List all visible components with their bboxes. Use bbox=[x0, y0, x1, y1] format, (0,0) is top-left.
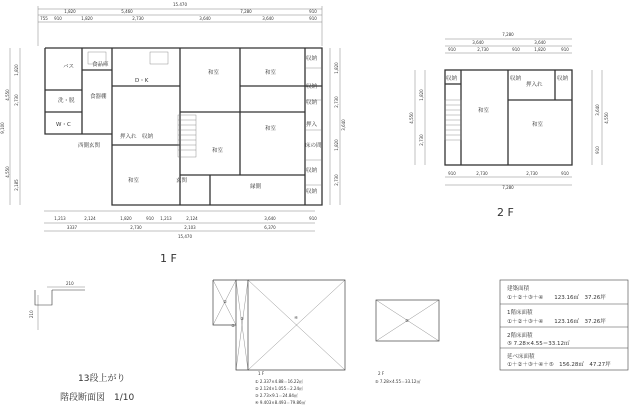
area-calc-1f-line: ④ 9.403×8.493＝79.86㎡ bbox=[255, 400, 306, 405]
first-floor-bottom-dim: 3,640 bbox=[264, 216, 276, 221]
first-floor-top-dim: 2,730 bbox=[132, 16, 144, 21]
first-floor-top-dim: 7,280 bbox=[240, 9, 252, 14]
second-floor-top-dim: 910 bbox=[448, 47, 456, 52]
area-calc-2f-line: ⑤ 7.28×4.55＝33.12㎡ bbox=[375, 379, 421, 384]
room-engawa-label: 縁側 bbox=[250, 184, 262, 190]
first-floor-bottom-dim: 1,820 bbox=[120, 216, 132, 221]
first-floor-top-dim: 1,820 bbox=[64, 9, 76, 14]
second-floor-top-total: 7,280 bbox=[502, 32, 514, 37]
area-mark-2: ② bbox=[231, 323, 235, 328]
stair-width-dim: 210 bbox=[66, 281, 74, 286]
second-floor-bottom-dim: 2,730 bbox=[526, 171, 538, 176]
room-wall-closet-label: 収納 bbox=[306, 168, 318, 174]
first-floor-left-dim: 2,730 bbox=[14, 94, 19, 106]
summary-total-line: ①＋②＋③＋④＋⑤ 156.28㎡ 47.27坪 bbox=[507, 362, 611, 368]
first-floor-bottom-dim: 2,730 bbox=[130, 225, 142, 230]
first-floor-bottom-dim: 6,370 bbox=[264, 225, 276, 230]
room-closet-label: 押入れ bbox=[120, 134, 137, 140]
room-bath-label: バス bbox=[63, 64, 75, 70]
first-floor-bottom-dim: 910 bbox=[309, 216, 317, 221]
room-dining-label: 食器棚 bbox=[90, 94, 107, 100]
first-floor-right-dim: 3,640 bbox=[341, 119, 346, 131]
first-floor-top-dim: 755 bbox=[40, 16, 48, 21]
room-washitsu-label: 和室 bbox=[265, 126, 277, 132]
second-floor-oshiire-label: 押入れ bbox=[526, 82, 543, 88]
first-floor-top-dim: 3,640 bbox=[262, 16, 274, 21]
first-floor-top-total: 15.470 bbox=[173, 2, 187, 7]
first-floor-dimensions bbox=[10, 6, 340, 231]
stair-height-dim: 210 bbox=[29, 310, 34, 318]
second-floor-top-dim: 1,820 bbox=[534, 47, 546, 52]
room-washroom-label: 洗・脱 bbox=[58, 98, 75, 104]
first-floor-right-dim: 2,730 bbox=[334, 174, 339, 186]
room-pantry-label: 食品庫 bbox=[92, 62, 109, 68]
second-floor-bottom-dim: 910 bbox=[448, 171, 456, 176]
second-floor-top-dim: 3,640 bbox=[534, 40, 546, 45]
area-mark-3: ③ bbox=[240, 316, 244, 321]
first-floor-right-dim: 2,730 bbox=[334, 96, 339, 108]
first-floor-bottom-total: 15,470 bbox=[178, 234, 192, 239]
second-floor-storage-label: 収納 bbox=[446, 76, 458, 82]
second-floor-right-dim: 4,550 bbox=[604, 112, 609, 124]
summary-building-area-line: ①＋②＋③＋④ 123.16㎡ 37.26坪 bbox=[507, 295, 606, 301]
second-floor-top-dim: 910 bbox=[512, 47, 520, 52]
first-floor-bottom-dim: 2,103 bbox=[184, 225, 196, 230]
second-floor-top-dim: 3,640 bbox=[472, 40, 484, 45]
first-floor-top-dim: 910 bbox=[309, 9, 317, 14]
area-calc-1f-line: ③ 2.73×9.1＝24.84㎡ bbox=[255, 393, 298, 398]
second-floor-bottom-total: 7,280 bbox=[502, 185, 514, 190]
stair-section-lines bbox=[35, 287, 85, 330]
first-floor-bottom-dim: 2,124 bbox=[84, 216, 96, 221]
first-floor-left-dim: 4,550 bbox=[5, 89, 10, 101]
room-wall-closet-label: 収納 bbox=[306, 84, 318, 90]
second-floor-right-dim: 3,640 bbox=[595, 104, 600, 116]
second-floor-stair bbox=[445, 100, 461, 140]
room-dk-label: D・K bbox=[135, 78, 149, 84]
first-floor-left-dim: 2,185 bbox=[14, 179, 19, 191]
room-washitsu-label: 和室 bbox=[208, 70, 220, 76]
first-floor-top-dim: 5,460 bbox=[121, 9, 133, 14]
second-floor-washitsu-label: 和室 bbox=[532, 122, 544, 128]
summary-f2-area-line: ⑤ 7.28×4.55＝33.12㎡ bbox=[507, 341, 570, 347]
summary-building-area-title: 建築面積 bbox=[507, 286, 530, 292]
second-floor-label: 2 F bbox=[497, 206, 514, 219]
first-floor-left-dim: 9,100 bbox=[0, 122, 5, 134]
second-floor-washitsu-label: 和室 bbox=[478, 108, 490, 114]
room-wc-label: W・C bbox=[56, 122, 71, 128]
summary-total-title: 延べ床面積 bbox=[507, 354, 535, 360]
area-calc-1f-line: ② 2.124×1.055＝2.24㎡ bbox=[255, 386, 304, 391]
room-oshiire-label: 押入 bbox=[306, 122, 318, 128]
room-wall-closet-label: 収納 bbox=[306, 56, 318, 62]
room-western-entry-label: 西側玄関 bbox=[78, 143, 101, 149]
room-washitsu-label: 和室 bbox=[212, 148, 224, 154]
second-floor-top-dim: 2,730 bbox=[477, 47, 489, 52]
second-floor-storage-label: 収納 bbox=[510, 76, 522, 82]
area-mark-5: ⑤ bbox=[405, 318, 409, 323]
second-floor-left-dim: 2,730 bbox=[419, 134, 424, 146]
second-floor-walls bbox=[445, 70, 572, 165]
first-floor-top-dim: 3,640 bbox=[199, 16, 211, 21]
first-floor-top-dim: 910 bbox=[309, 16, 317, 21]
first-floor-right-dim: 1,820 bbox=[334, 139, 339, 151]
room-washitsu-label: 和室 bbox=[128, 178, 140, 184]
first-floor-bottom-dim: 1,213 bbox=[54, 216, 66, 221]
first-floor-bottom-dim: 2,124 bbox=[186, 216, 198, 221]
second-floor-bottom-dim: 2,730 bbox=[476, 171, 488, 176]
second-floor-left-dim: 4,550 bbox=[409, 112, 414, 124]
first-floor-thin-lines bbox=[88, 52, 322, 185]
area-calc-2f-label: 2 F bbox=[378, 371, 385, 376]
room-entrance-label: 玄関 bbox=[176, 178, 188, 184]
first-floor-left-dim: 4,550 bbox=[5, 166, 10, 178]
summary-f1-area-line: ①＋②＋③＋④ 123.16㎡ 37.26坪 bbox=[507, 319, 606, 325]
second-floor-left-dim: 1,820 bbox=[419, 89, 424, 101]
first-floor-label: 1 F bbox=[160, 252, 177, 265]
second-floor-storage-label: 収納 bbox=[557, 76, 569, 82]
first-floor-left-dim: 1,820 bbox=[14, 64, 19, 76]
stair-title: 階段断面図 1/10 bbox=[60, 393, 135, 403]
room-wall-closet-label: 収納 bbox=[306, 100, 318, 106]
stair-caption: 13段上がり bbox=[78, 374, 126, 384]
first-floor-bottom-dim: 3337 bbox=[66, 225, 78, 230]
area-calc-1f-line: ① 2.337×4.88＝16.22㎡ bbox=[255, 379, 304, 384]
room-storage-label: 収納 bbox=[142, 134, 154, 140]
room-wall-closet-label: 収納 bbox=[306, 189, 318, 195]
second-floor-right-dim: 910 bbox=[595, 146, 600, 154]
area-mark-1: ① bbox=[223, 299, 227, 304]
first-floor-top-dim: 1,820 bbox=[81, 16, 93, 21]
first-floor-bottom-dim: 910 bbox=[146, 216, 154, 221]
first-floor-bottom-dim: 1,213 bbox=[160, 216, 172, 221]
first-floor-top-dim: 910 bbox=[54, 16, 62, 21]
first-floor-right-dim: 1,820 bbox=[334, 62, 339, 74]
second-floor-top-dim: 910 bbox=[561, 47, 569, 52]
summary-f2-area-title: 2階床面積 bbox=[507, 333, 533, 339]
summary-f1-area-title: 1階床面積 bbox=[507, 310, 533, 316]
room-washitsu-label: 和室 bbox=[265, 70, 277, 76]
room-tokonoma-label: 床の間 bbox=[305, 143, 322, 149]
area-mark-4: ④ bbox=[294, 315, 298, 320]
area-calc-1f-label: 1 F bbox=[258, 371, 265, 376]
second-floor-bottom-dim: 910 bbox=[561, 171, 569, 176]
